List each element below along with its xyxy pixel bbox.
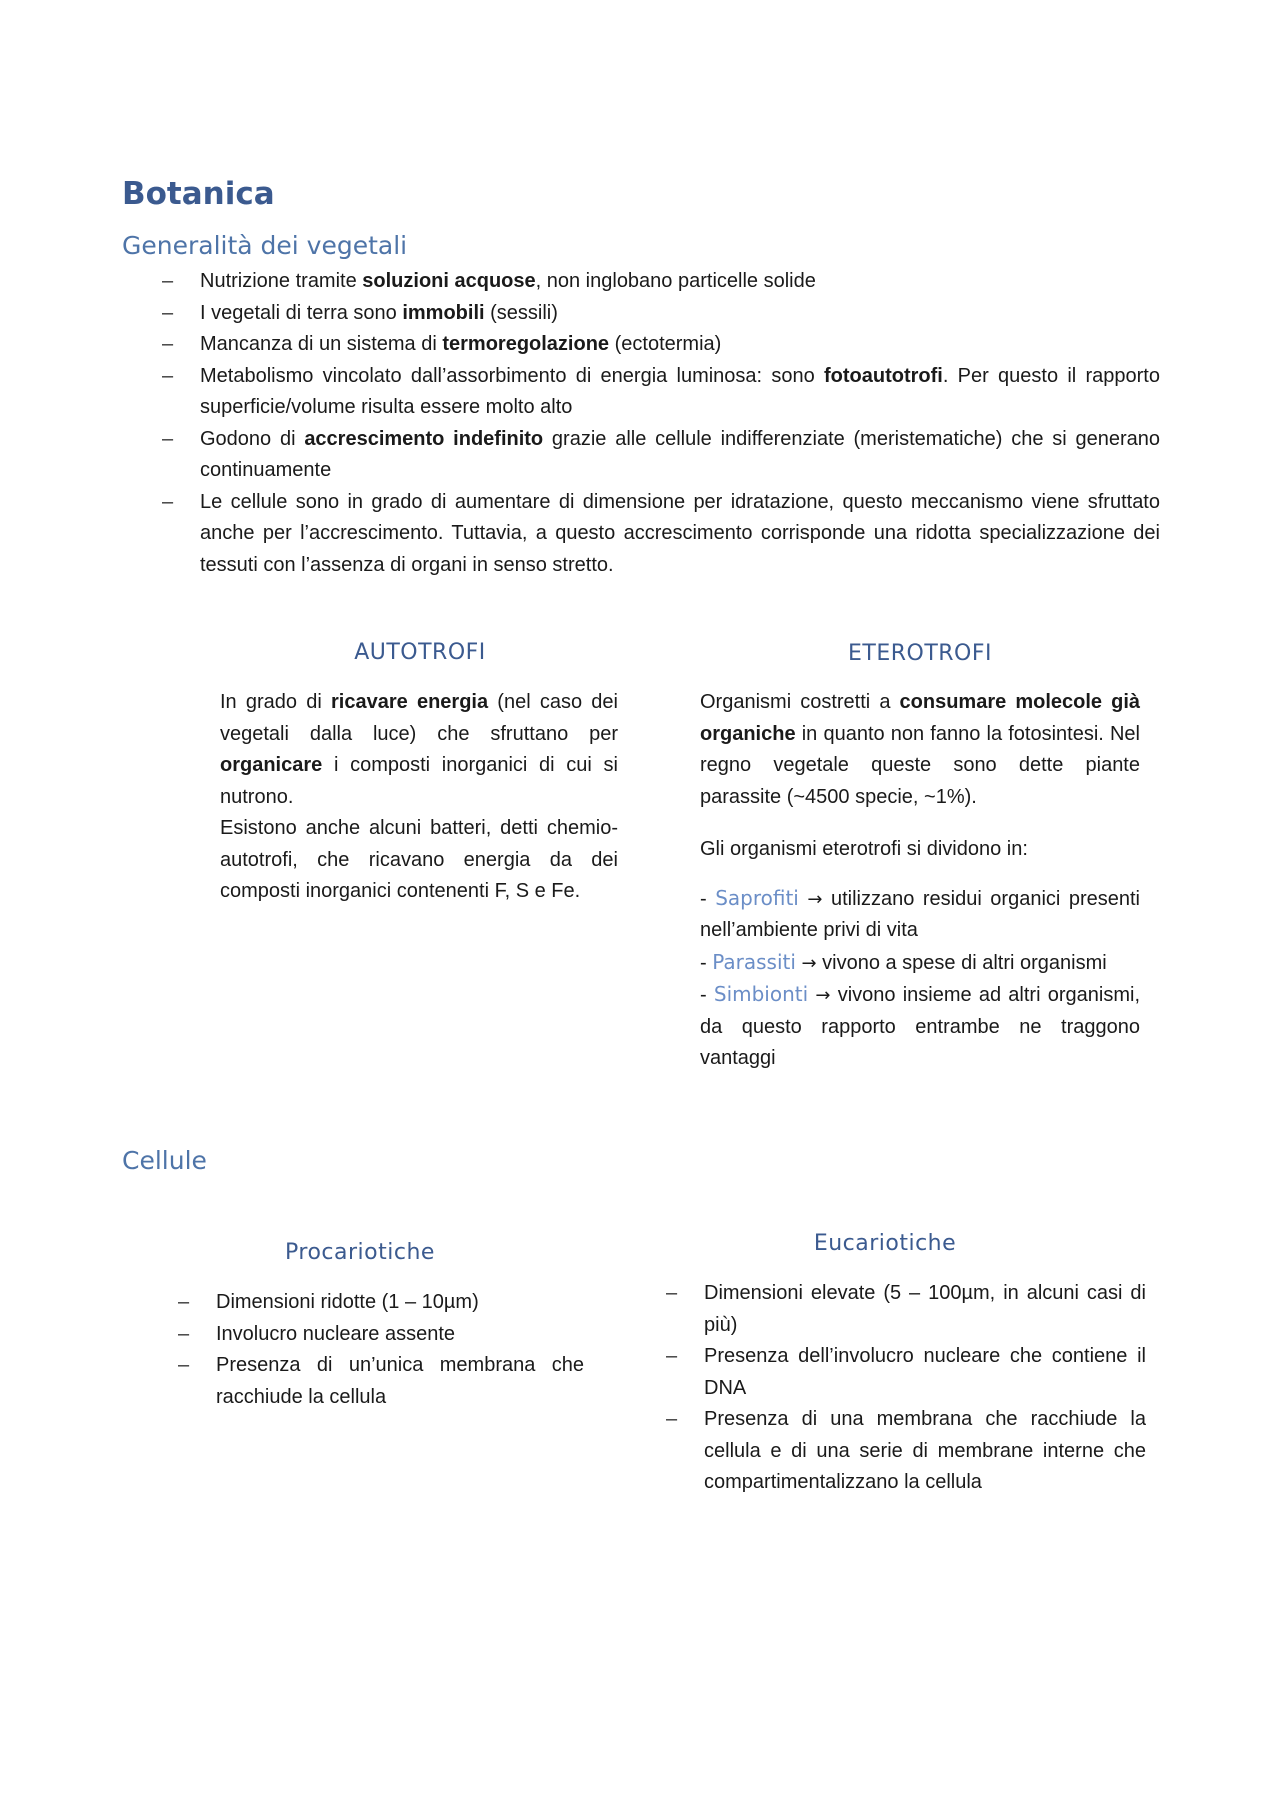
- list-item: – Godono di accrescimento indefinito grazie alle cellule indifferenziate (meristematiche) che si generano continuamente: [200, 424, 1160, 487]
- procariotiche-heading: Procariotiche: [285, 1240, 435, 1265]
- dash-bullet: –: [162, 333, 174, 355]
- list-item: – Nutrizione tramite soluzioni acquose, non inglobano particelle solide: [200, 266, 1160, 298]
- eterotrofi-types: [700, 883, 1140, 1075]
- dash-bullet: –: [162, 427, 174, 450]
- arrow-right-icon: →: [801, 952, 817, 974]
- arrow-right-icon: →: [807, 888, 823, 910]
- dash-bullet: –: [162, 364, 174, 387]
- list-item: – Dimensioni ridotte (1 – 10µm): [216, 1287, 584, 1319]
- list-item: – Involucro nucleare assente: [216, 1319, 584, 1351]
- eterotrofi-body: [700, 687, 1140, 1075]
- dash-bullet: –: [666, 1282, 678, 1304]
- dash-bullet: –: [162, 270, 174, 292]
- dash-bullet: –: [666, 1345, 678, 1367]
- term-simbionti: Simbionti: [713, 982, 809, 1006]
- eucariotiche-heading: Eucariotiche: [813, 1231, 957, 1256]
- list-item: – Mancanza di un sistema di termoregolazione (ectotermia): [200, 329, 1160, 361]
- autotrofi-body: [220, 687, 618, 908]
- term-parassiti: Parassiti: [712, 949, 796, 974]
- procariotiche-list: [178, 1287, 584, 1413]
- section-heading-cellule: Cellule: [122, 1146, 207, 1175]
- dash-bullet: –: [178, 1291, 190, 1313]
- list-item: – Presenza dell’involucro nucleare che contiene il DNA: [704, 1341, 1146, 1404]
- dash-bullet: –: [162, 301, 174, 324]
- list-item: – Dimensioni elevate (5 – 100µm, in alcuni casi di più): [704, 1278, 1146, 1341]
- page-title: Botanica: [122, 176, 275, 212]
- eterotrofi-heading: ETEROTROFI: [847, 641, 993, 666]
- dash-bullet: –: [666, 1408, 678, 1430]
- eterotrofi-paragraph-2: Gli organismi eterotrofi si dividono in:: [700, 838, 1028, 860]
- type-item-saprofiti: - Saprofiti → utilizzano residui organici presenti nell’ambiente privi di vita: [700, 885, 1141, 941]
- section-heading-generalita: Generalità dei vegetali: [122, 231, 408, 260]
- type-item-simbionti: - Simbionti → vivono insieme ad altri organismi, da questo rapporto entrambe ne traggono vantaggi: [700, 982, 1140, 1069]
- autotrofi-heading: AUTOTROFI: [354, 640, 486, 665]
- autotrofi-paragraph-2: Esistono anche alcuni batteri, detti chemio-autotrofi, che ricavano energia da dei composti inorganici contenenti F, S e Fe.: [220, 817, 618, 902]
- arrow-right-icon: →: [815, 985, 831, 1006]
- term-saprofiti: Saprofiti: [715, 885, 799, 910]
- list-item: – Presenza di un’unica membrana che racchiude la cellula: [216, 1350, 584, 1413]
- list-item: – Metabolismo vincolato dall’assorbimento di energia luminosa: sono fotoautotrofi. Per questo il rapporto superficie/volume risulta essere molto alto: [200, 361, 1160, 424]
- type-item-parassiti: - Parassiti → vivono a spese di altri organismi: [700, 949, 1107, 974]
- generalita-list: [162, 266, 1160, 581]
- dash-bullet: –: [162, 490, 174, 513]
- list-item: – I vegetali di terra sono immobili (sessili): [200, 298, 1160, 330]
- list-item: – Le cellule sono in grado di aumentare di dimensione per idratazione, questo meccanismo viene sfruttato anche per l’accrescimento. Tuttavia, a questo accrescimento corrisponde una ridotta specializzazione dei tessuti con l’assenza di organi in senso stretto.: [200, 487, 1160, 582]
- dash-bullet: –: [178, 1354, 190, 1376]
- list-item: – Presenza di una membrana che racchiude la cellula e di una serie di membrane interne che compartimentalizzano la cellula: [704, 1404, 1146, 1499]
- eterotrofi-paragraph: Organismi costretti a consumare molecole già organiche in quanto non fanno la fotosintesi. Nel regno vegetale queste sono dette piante parassite (~4500 specie, ~1%).: [700, 691, 1140, 808]
- dash-bullet: –: [178, 1322, 190, 1345]
- autotrofi-paragraph: In grado di ricavare energia (nel caso dei vegetali dalla luce) che sfruttano per organicare i composti inorganici di cui si nutrono.: [220, 691, 618, 808]
- eucariotiche-list: [666, 1278, 1146, 1499]
